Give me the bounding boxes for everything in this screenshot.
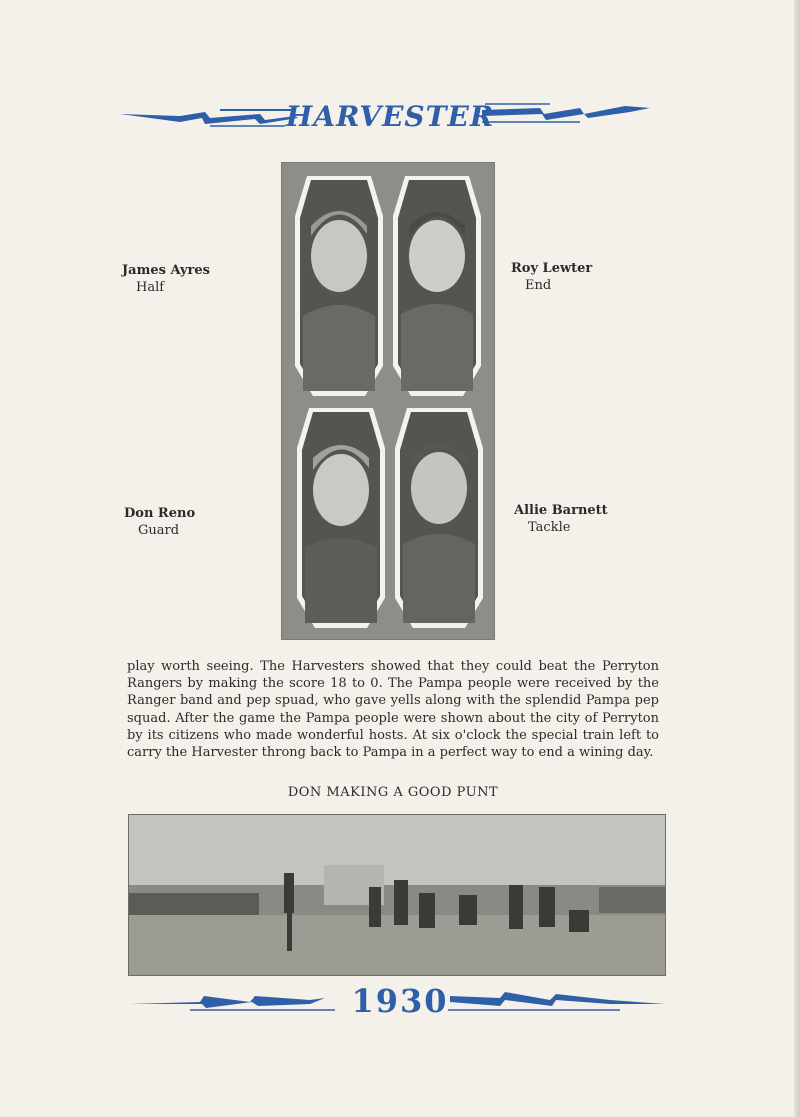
page-header-title: HARVESTER — [285, 100, 495, 133]
photo-caption: DON MAKING A GOOD PUNT — [287, 785, 499, 800]
header-banner — [110, 94, 670, 144]
player-name: Allie Barnett — [514, 503, 608, 518]
player-name: James Ayres — [122, 263, 210, 278]
player-name: Roy Lewter — [511, 261, 593, 276]
portrait-allie-barnett — [395, 408, 483, 628]
football-game-photo — [128, 814, 666, 976]
portrait-don-reno — [297, 408, 385, 628]
player-caption — [124, 505, 195, 539]
player-caption — [514, 502, 608, 536]
player-position: End — [525, 278, 552, 293]
page-edge — [794, 0, 800, 1117]
portrait-panel — [281, 162, 495, 640]
footer-banner — [120, 978, 680, 1028]
player-name: Don Reno — [124, 506, 196, 521]
body-paragraph: play worth seeing. The Harvesters showed that they could beat the Perryton Rangers by making the score 18 to 0. The Pampa people were received by the Ranger band and pep spuad, who gave yells along with the splendid Pampa pep squad. After the game the Pampa people were shown about the city of Perryton by its citizens who made wonderful hosts. At six o'clock the special train left to carry the Harvester throng back to Pampa in a perfect way to end a wining day. — [127, 659, 659, 761]
portrait-james-ayres — [295, 176, 383, 396]
player-position: Half — [136, 280, 165, 295]
player-caption — [122, 262, 210, 296]
portrait-roy-lewter — [393, 176, 481, 396]
player-caption — [511, 260, 592, 294]
player-position: Guard — [138, 523, 180, 538]
player-position: Tackle — [528, 520, 571, 535]
footer-year: 1930 — [351, 982, 449, 1020]
